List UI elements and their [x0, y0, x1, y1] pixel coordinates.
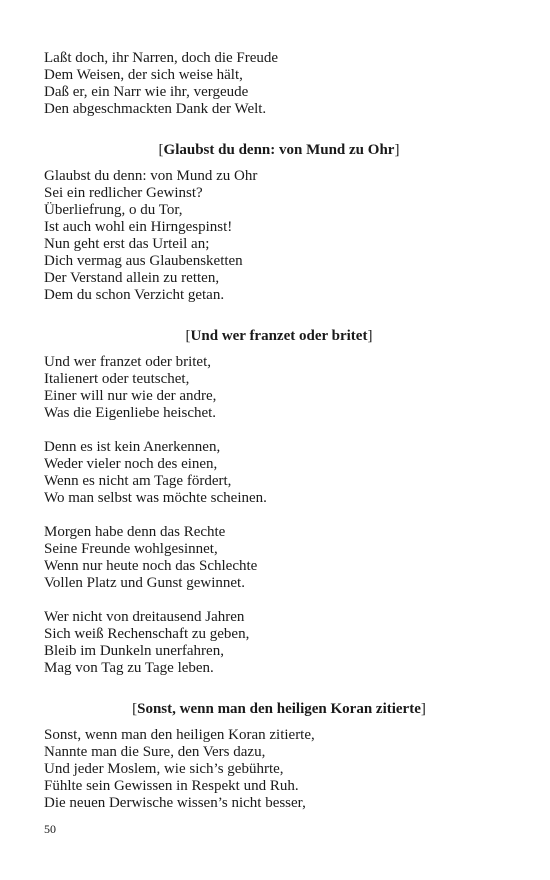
verse-line: Vollen Platz und Gunst gewinnet.: [44, 575, 245, 591]
verse-line: Glaubst du denn: von Mund zu Ohr: [44, 168, 258, 184]
stanza: [44, 609, 514, 677]
verse-line: Dem Weisen, der sich weise hält,: [44, 67, 243, 83]
verse-line: Laßt doch, ihr Narren, doch die Freude: [44, 50, 279, 66]
stanza: [44, 727, 514, 812]
stanza: [44, 524, 514, 592]
verse-line: Sonst, wenn man den heiligen Koran zitierte,: [44, 727, 315, 743]
verse-line: Morgen habe denn das Rechte: [44, 524, 226, 540]
verse-line: Ist auch wohl ein Hirngespinst!: [44, 219, 233, 235]
poem-page: [44, 48, 514, 812]
verse-line: Bleib im Dunkeln unerfahren,: [44, 643, 224, 659]
verse-line: Den abgeschmackten Dank der Welt.: [44, 101, 267, 117]
poem-heading-text: Glaubst du denn: von Mund zu Ohr: [163, 142, 395, 158]
poem-heading-text: Und wer franzet oder britet: [190, 328, 368, 344]
verse-line: Wo man selbst was möchte scheinen.: [44, 490, 267, 506]
poem-heading: [Glaubst du denn: von Mund zu Ohr]: [158, 142, 400, 158]
stanza: [44, 354, 514, 422]
poem-heading: [Sonst, wenn man den heiligen Koran zitierte]: [132, 701, 426, 717]
verse-line: Nannte man die Sure, den Vers dazu,: [44, 744, 266, 760]
poem-heading-text: Sonst, wenn man den heiligen Koran zitierte: [137, 701, 421, 717]
verse-line: Mag von Tag zu Tage leben.: [44, 660, 214, 676]
verse-line: Sei ein redlicher Gewinst?: [44, 185, 203, 201]
verse-line: Überliefrung, o du Tor,: [44, 202, 183, 218]
poem-heading: [Und wer franzet oder britet]: [185, 328, 373, 344]
verse-line: Nun geht erst das Urteil an;: [44, 236, 210, 252]
verse-line: Einer will nur wie der andre,: [44, 388, 217, 404]
verse-line: Und jeder Moslem, wie sich’s gebührte,: [44, 761, 284, 777]
verse-line: Was die Eigenliebe heischet.: [44, 405, 217, 421]
verse-line: Wenn nur heute noch das Schlechte: [44, 558, 258, 574]
verse-line: Weder vieler noch des einen,: [44, 456, 218, 472]
verse-line: Wer nicht von dreitausend Jahren: [44, 609, 245, 625]
verse-line: Italienert oder teutschet,: [44, 371, 190, 387]
page-number: 50: [44, 822, 56, 836]
verse-line: Dich vermag aus Glaubensketten: [44, 253, 243, 269]
verse-line: Sich weiß Rechenschaft zu geben,: [44, 626, 250, 642]
verse-line: Der Verstand allein zu retten,: [44, 270, 220, 286]
verse-line: Wenn es nicht am Tage fördert,: [44, 473, 232, 489]
stanza: [44, 50, 514, 118]
verse-line: Und wer franzet oder britet,: [44, 354, 212, 370]
verse-line: Dem du schon Verzicht getan.: [44, 287, 225, 303]
verse-line: Fühlte sein Gewissen in Respekt und Ruh.: [44, 778, 299, 794]
verse-line: Die neuen Derwische wissen’s nicht besser,: [44, 795, 306, 811]
stanza: [44, 439, 514, 507]
verse-line: Daß er, ein Narr wie ihr, vergeude: [44, 84, 249, 100]
stanza: [44, 168, 514, 304]
verse-line: Seine Freunde wohlgesinnet,: [44, 541, 218, 557]
verse-line: Denn es ist kein Anerkennen,: [44, 439, 221, 455]
